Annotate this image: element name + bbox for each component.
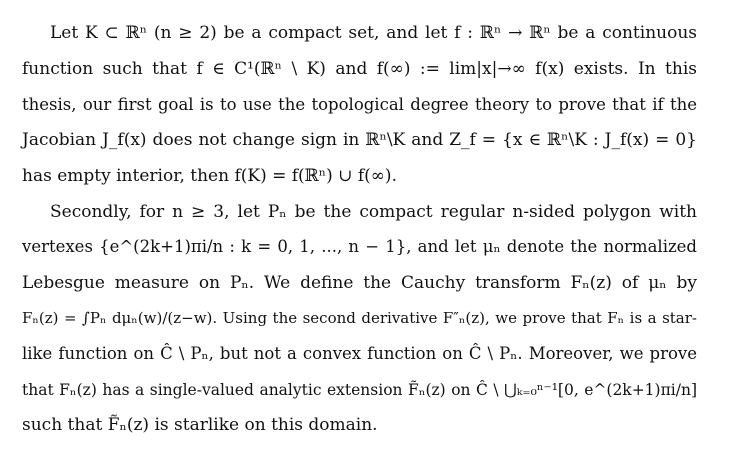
abstract-line-1: Let K ⊂ ℝⁿ (n ≥ 2) be a compact set, and let f : ℝⁿ → ℝⁿ be a continuous: [50, 23, 697, 43]
abstract-line-7: vertexes {e^(2k+1)πi/n : k = 0, 1, ..., n − 1}, and let μₙ denote the normalized: [22, 237, 697, 256]
abstract-line-9: Fₙ(z) = ∫Pₙ dμₙ(w)/(z−w). Using the second derivative F″ₙ(z), we prove that Fₙ is a star-: [22, 309, 697, 327]
abstract-line-4: Jacobian J_f(x) does not change sign in ℝⁿ\K and Z_f = {x ∈ ℝⁿ\K : J_f(x) = 0}: [22, 130, 697, 150]
abstract-line-5: has empty interior, then f(K) = f(ℝⁿ) ∪ f(∞).: [22, 166, 397, 186]
abstract-line-2: function such that f ∈ C¹(ℝⁿ \ K) and f(∞) := lim|x|→∞ f(x) exists. In this: [22, 59, 697, 79]
abstract-line-12: such that F̃ₙ(z) is starlike on this domain.: [22, 415, 378, 435]
abstract-line-3: thesis, our first goal is to use the topological degree theory to prove that if the: [22, 95, 697, 114]
abstract-line-8: Lebesgue measure on Pₙ. We define the Cauchy transform Fₙ(z) of μₙ by: [22, 273, 697, 293]
abstract-line-10: like function on Ĉ \ Pₙ, but not a convex function on Ĉ \ Pₙ. Moreover, we prove: [22, 344, 697, 363]
abstract-line-11: that Fₙ(z) has a single-valued analytic extension F̃ₙ(z) on Ĉ \ ⋃ₖ₌₀ⁿ⁻¹[0, e^(2k+1)πi/n]: [22, 381, 697, 399]
abstract-line-6: Secondly, for n ≥ 3, let Pₙ be the compact regular n-sided polygon with: [50, 202, 697, 222]
